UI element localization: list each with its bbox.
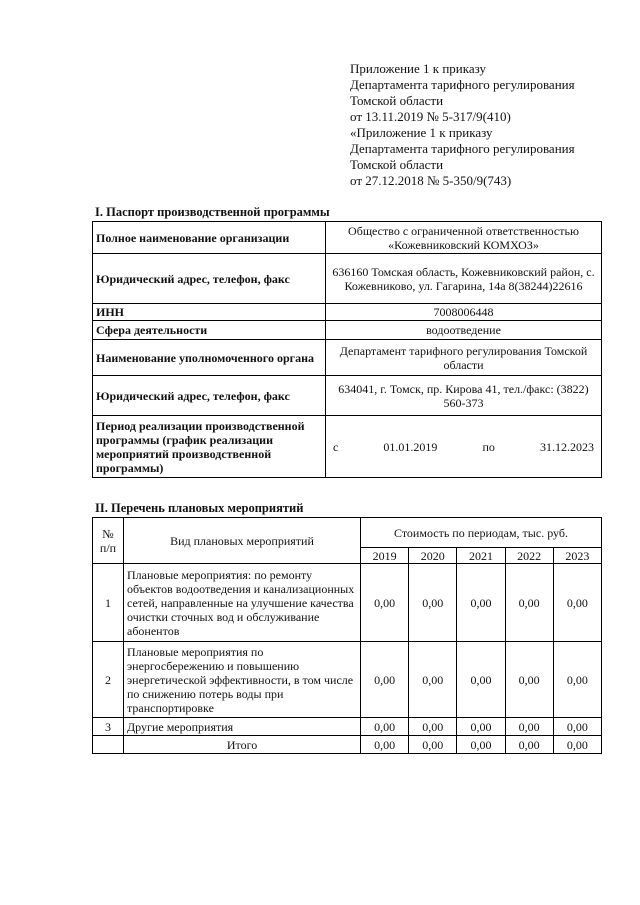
row-label: Сфера деятельности	[93, 321, 326, 340]
row-name: Плановые мероприятия: по ремонту объектов водоотведения и канализационных сетей, направленные на улучшение качества очистки сточных вод и обслуживание абонентов	[124, 564, 361, 642]
row-value: 0,00	[457, 642, 505, 718]
header-line: Приложение 1 к приказу	[350, 61, 487, 76]
table-row	[93, 376, 602, 416]
row-value: 0,00	[409, 718, 457, 736]
section2-title: II. Перечень плановых мероприятий	[95, 501, 304, 515]
total-value: 0,00	[505, 736, 553, 754]
total-value: 0,00	[409, 736, 457, 754]
table-row	[93, 718, 602, 736]
row-value: 634041, г. Томск, пр. Кирова 41, тел./факс: (3822) 560-373	[326, 376, 602, 416]
row-value: Департамент тарифного регулирования Томской области	[326, 340, 602, 376]
period-value	[326, 416, 602, 478]
period-label: Период реализации производственной программы (график реализации мероприятий производственной программы)	[93, 416, 326, 478]
total-row	[93, 736, 602, 754]
header-line: от 27.12.2018 № 5-350/9(743)	[350, 173, 512, 188]
header-line: от 13.11.2019 № 5-317/9(410)	[350, 109, 511, 124]
total-value: 0,00	[457, 736, 505, 754]
year-header: 2021	[457, 548, 505, 564]
section1-title: I. Паспорт производственной программы	[95, 205, 330, 219]
row-value: 0,00	[361, 642, 409, 718]
header-block	[350, 61, 620, 189]
header-line: Департамента тарифного регулирования	[350, 77, 575, 92]
row-label: Юридический адрес, телефон, факс	[93, 254, 326, 304]
table-row	[93, 642, 602, 718]
col-cost-header: Стоимость по периодам, тыс. руб.	[361, 518, 602, 548]
passport-table	[92, 221, 602, 478]
row-value: Общество с ограниченной ответственностью «Кожевниковский КОМХОЗ»	[326, 222, 602, 254]
row-value: 0,00	[505, 718, 553, 736]
row-value: 0,00	[409, 564, 457, 642]
row-label: ИНН	[93, 304, 326, 321]
year-header: 2020	[409, 548, 457, 564]
table-row	[93, 321, 602, 340]
year-header: 2022	[505, 548, 553, 564]
row-label: Полное наименование организации	[93, 222, 326, 254]
row-value: 636160 Томская область, Кожевниковский район, с. Кожевниково, ул. Гагарина, 14а 8(38244)22616	[326, 254, 602, 304]
measures-table	[92, 517, 602, 754]
table-row	[93, 340, 602, 376]
table-row	[93, 416, 602, 478]
period-to-word: по	[482, 439, 495, 454]
row-value: 0,00	[553, 642, 601, 718]
year-header: 2019	[361, 548, 409, 564]
table-row	[93, 254, 602, 304]
row-value: 0,00	[505, 642, 553, 718]
period-from-word: с	[333, 439, 339, 454]
total-num	[93, 736, 124, 754]
header-line: «Приложение 1 к приказу	[350, 125, 493, 140]
header-line: Томской области	[350, 93, 444, 108]
row-value: 0,00	[553, 718, 601, 736]
row-num: 1	[93, 564, 124, 642]
total-value: 0,00	[553, 736, 601, 754]
row-value: 7008006448	[326, 304, 602, 321]
table-row	[93, 304, 602, 321]
table-row	[93, 222, 602, 254]
table-header-row	[93, 518, 602, 548]
row-value: 0,00	[361, 718, 409, 736]
row-value: 0,00	[553, 564, 601, 642]
row-name: Другие мероприятия	[124, 718, 361, 736]
row-value: 0,00	[361, 564, 409, 642]
row-label: Юридический адрес, телефон, факс	[93, 376, 326, 416]
table-row	[93, 564, 602, 642]
period-to: 31.12.2023	[539, 439, 594, 454]
row-num: 3	[93, 718, 124, 736]
row-label: Наименование уполномоченного органа	[93, 340, 326, 376]
year-header: 2023	[553, 548, 601, 564]
total-value: 0,00	[361, 736, 409, 754]
header-line: Департамента тарифного регулирования	[350, 141, 575, 156]
row-value: 0,00	[457, 564, 505, 642]
row-name: Плановые мероприятия по энергосбережению и повышению энергетической эффективности, в том числе по снижению потерь воды при транспортировке	[124, 642, 361, 718]
row-value: 0,00	[505, 564, 553, 642]
header-line: Томской области	[350, 157, 444, 172]
period-from: 01.01.2019	[383, 439, 438, 454]
row-value: 0,00	[457, 718, 505, 736]
total-label: Итого	[124, 736, 361, 754]
row-value: водоотведение	[326, 321, 602, 340]
row-value: 0,00	[409, 642, 457, 718]
col-num-header: № п/п	[93, 518, 124, 564]
row-num: 2	[93, 642, 124, 718]
col-name-header: Вид плановых мероприятий	[124, 518, 361, 564]
